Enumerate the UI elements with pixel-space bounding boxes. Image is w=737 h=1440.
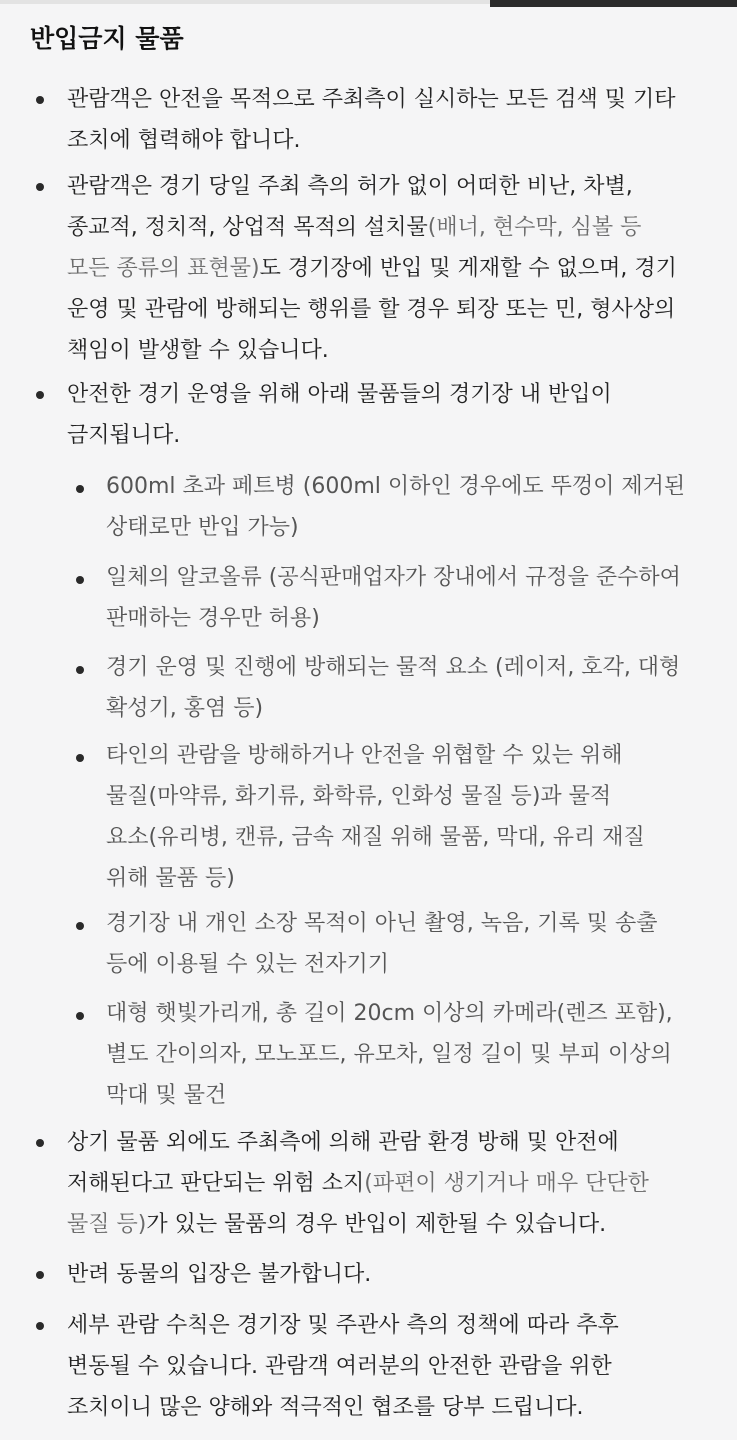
sub-bullet-dot [76, 922, 84, 930]
bullet-dot [36, 1139, 44, 1147]
list-item: 안전한 경기 운영을 위해 아래 물품들의 경기장 내 반입이 금지됩니다. [67, 382, 612, 448]
bullet-dot [36, 183, 44, 191]
sub-list-item: 경기장 내 개인 소장 목적이 아닌 촬영, 녹음, 기록 및 송출 등에 이용될 수 있는 전자기기 [106, 911, 658, 977]
sub-bullet-dot [76, 754, 84, 762]
bullet-dot [36, 391, 44, 399]
sub-bullet-dot [76, 1012, 84, 1020]
list-item: 상기 물품 외에도 주최측에 의해 관람 환경 방해 및 안전에 저해된다고 판단되는 위험 소지(파편이 생기거나 매우 단단한 물질 등)가 있는 물품의 경우 반입이 제한될 수 있습니다. [67, 1130, 649, 1237]
sub-list-item: 600ml 초과 페트병 (600ml 이하인 경우에도 뚜껑이 제거된 상태로만 반입 가능) [106, 474, 686, 540]
sub-bullet-dot [76, 485, 84, 493]
list-item: 관람객은 안전을 목적으로 주최측이 실시하는 모든 검색 및 기타 조치에 협력해야 합니다. [67, 87, 676, 153]
sub-list-item: 경기 운영 및 진행에 방해되는 물적 요소 (레이저, 호각, 대형 확성기, 홍염 등) [106, 655, 681, 721]
list-item: 반려 동물의 입장은 불가합니다. [67, 1262, 372, 1287]
top-active-indicator [490, 0, 737, 7]
list-item: 세부 관람 수칙은 경기장 및 주관사 측의 정책에 따라 추후 변동될 수 있습니다. 관람객 여러분의 안전한 관람을 위한 조치이니 많은 양해와 적극적인 협조를 당부 드립니다. [67, 1313, 619, 1420]
sub-list-item: 타인의 관람을 방해하거나 안전을 위협할 수 있는 위해 물질(마약류, 화기류, 화학류, 인화성 물질 등)과 물적 요소(유리병, 캔류, 금속 재질 위해 물품, 막대, 유리 재질 위해 물품 등) [106, 743, 645, 891]
sub-bullet-dot [76, 576, 84, 584]
sub-list-item: 대형 햇빛가리개, 총 길이 20cm 이상의 카메라(렌즈 포함), 별도 간이의자, 모노포드, 유모차, 일정 길이 및 부피 이상의 막대 및 물건 [106, 1001, 673, 1108]
list-item: 관람객은 경기 당일 주최 측의 허가 없이 어떠한 비난, 차별, 종교적, 정치적, 상업적 목적의 설치물(배너, 현수막, 심볼 등 모든 종류의 표현물)도 경기장에 반입 및 게재할 수 없으며, 경기 운영 및 관람에 방해되는 행위를 할 경우 퇴장 또는 민, 형사상의 책임이 발생할 수 있습니다. [67, 174, 677, 363]
page-title: 반입금지 물품 [30, 24, 184, 53]
sub-list-item: 일체의 알코올류 (공식판매업자가 장내에서 규정을 준수하여 판매하는 경우만 허용) [106, 565, 681, 631]
top-divider [0, 0, 490, 4]
sub-bullet-dot [76, 666, 84, 674]
bullet-dot [36, 96, 44, 104]
bullet-dot [36, 1271, 44, 1279]
bullet-dot [36, 1322, 44, 1330]
